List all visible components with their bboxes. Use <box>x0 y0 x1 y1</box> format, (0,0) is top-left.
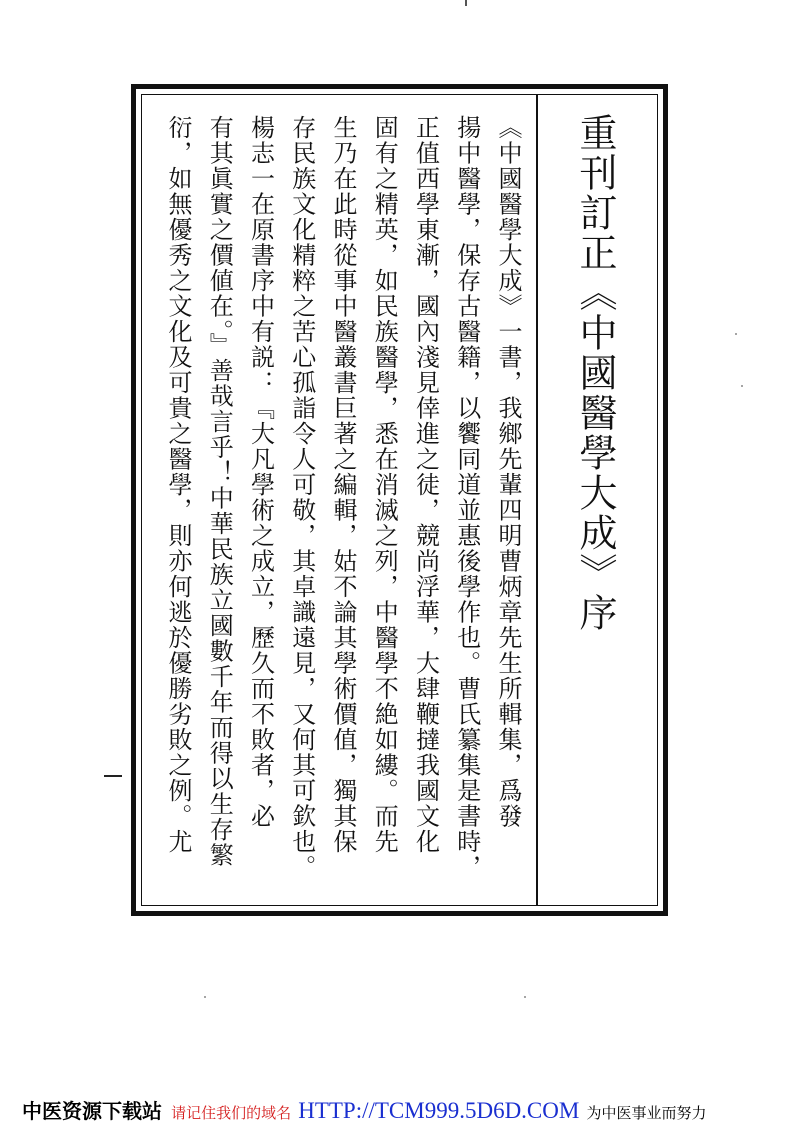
scan-speck <box>204 996 206 998</box>
text-body <box>162 115 524 905</box>
page-title: 重刊訂正《中國醫學大成》序 <box>573 113 617 633</box>
scan-speck <box>735 333 737 335</box>
text-column: 衍，如無優秀之文化及可貴之醫學，則亦何逃於優勝劣敗之例。尤 <box>164 115 192 855</box>
page-inner-border <box>141 94 658 906</box>
page-frame <box>131 84 668 916</box>
footer-site-name: 中医资源下载站 <box>22 1099 162 1123</box>
text-column: 有其眞實之價値在。』善哉言乎！中華民族立國數千年而得以生存繁 <box>205 115 234 868</box>
scan-mark-top <box>465 0 467 6</box>
scan-speck <box>524 996 526 998</box>
footer-banner <box>22 1095 782 1125</box>
title-divider <box>536 95 538 905</box>
text-column: 正值西學東漸，國內淺見倖進之徒，競尚浮華，大肆鞭撻我國文化 <box>411 115 440 855</box>
scan-speck <box>741 385 743 387</box>
text-column: 生乃在此時從事中醫叢書巨著之編輯，姑不論其學術價值，獨其保 <box>329 115 357 855</box>
text-column: 存民族文化精粹之苦心孤詣令人可敬，其卓識遠見，又何其可欽也。 <box>287 115 316 880</box>
footer-slogan: 为中医事业而努力 <box>586 1104 707 1122</box>
text-column: 《中國醫學大成》一書，我鄉先輩四明曹炳章先生所輯集，爲發 <box>494 115 522 829</box>
footer-url-link[interactable]: HTTP://TCM999.5D6D.COM <box>298 1098 580 1123</box>
footer-remember-text: 请记住我们的域名 <box>171 1104 292 1122</box>
text-column: 楊志一在原書序中有説：『大凡學術之成立，歷久而不敗者，必 <box>246 115 275 829</box>
scan-mark-side <box>104 775 122 777</box>
text-column: 固有之精英，如民族醫學，悉在消滅之列，中醫學不絶如縷。而先 <box>370 115 399 855</box>
text-column: 揚中醫學，保存古醫籍，以饗同道並惠後學作也。曹氏纂集是書時， <box>452 115 481 880</box>
